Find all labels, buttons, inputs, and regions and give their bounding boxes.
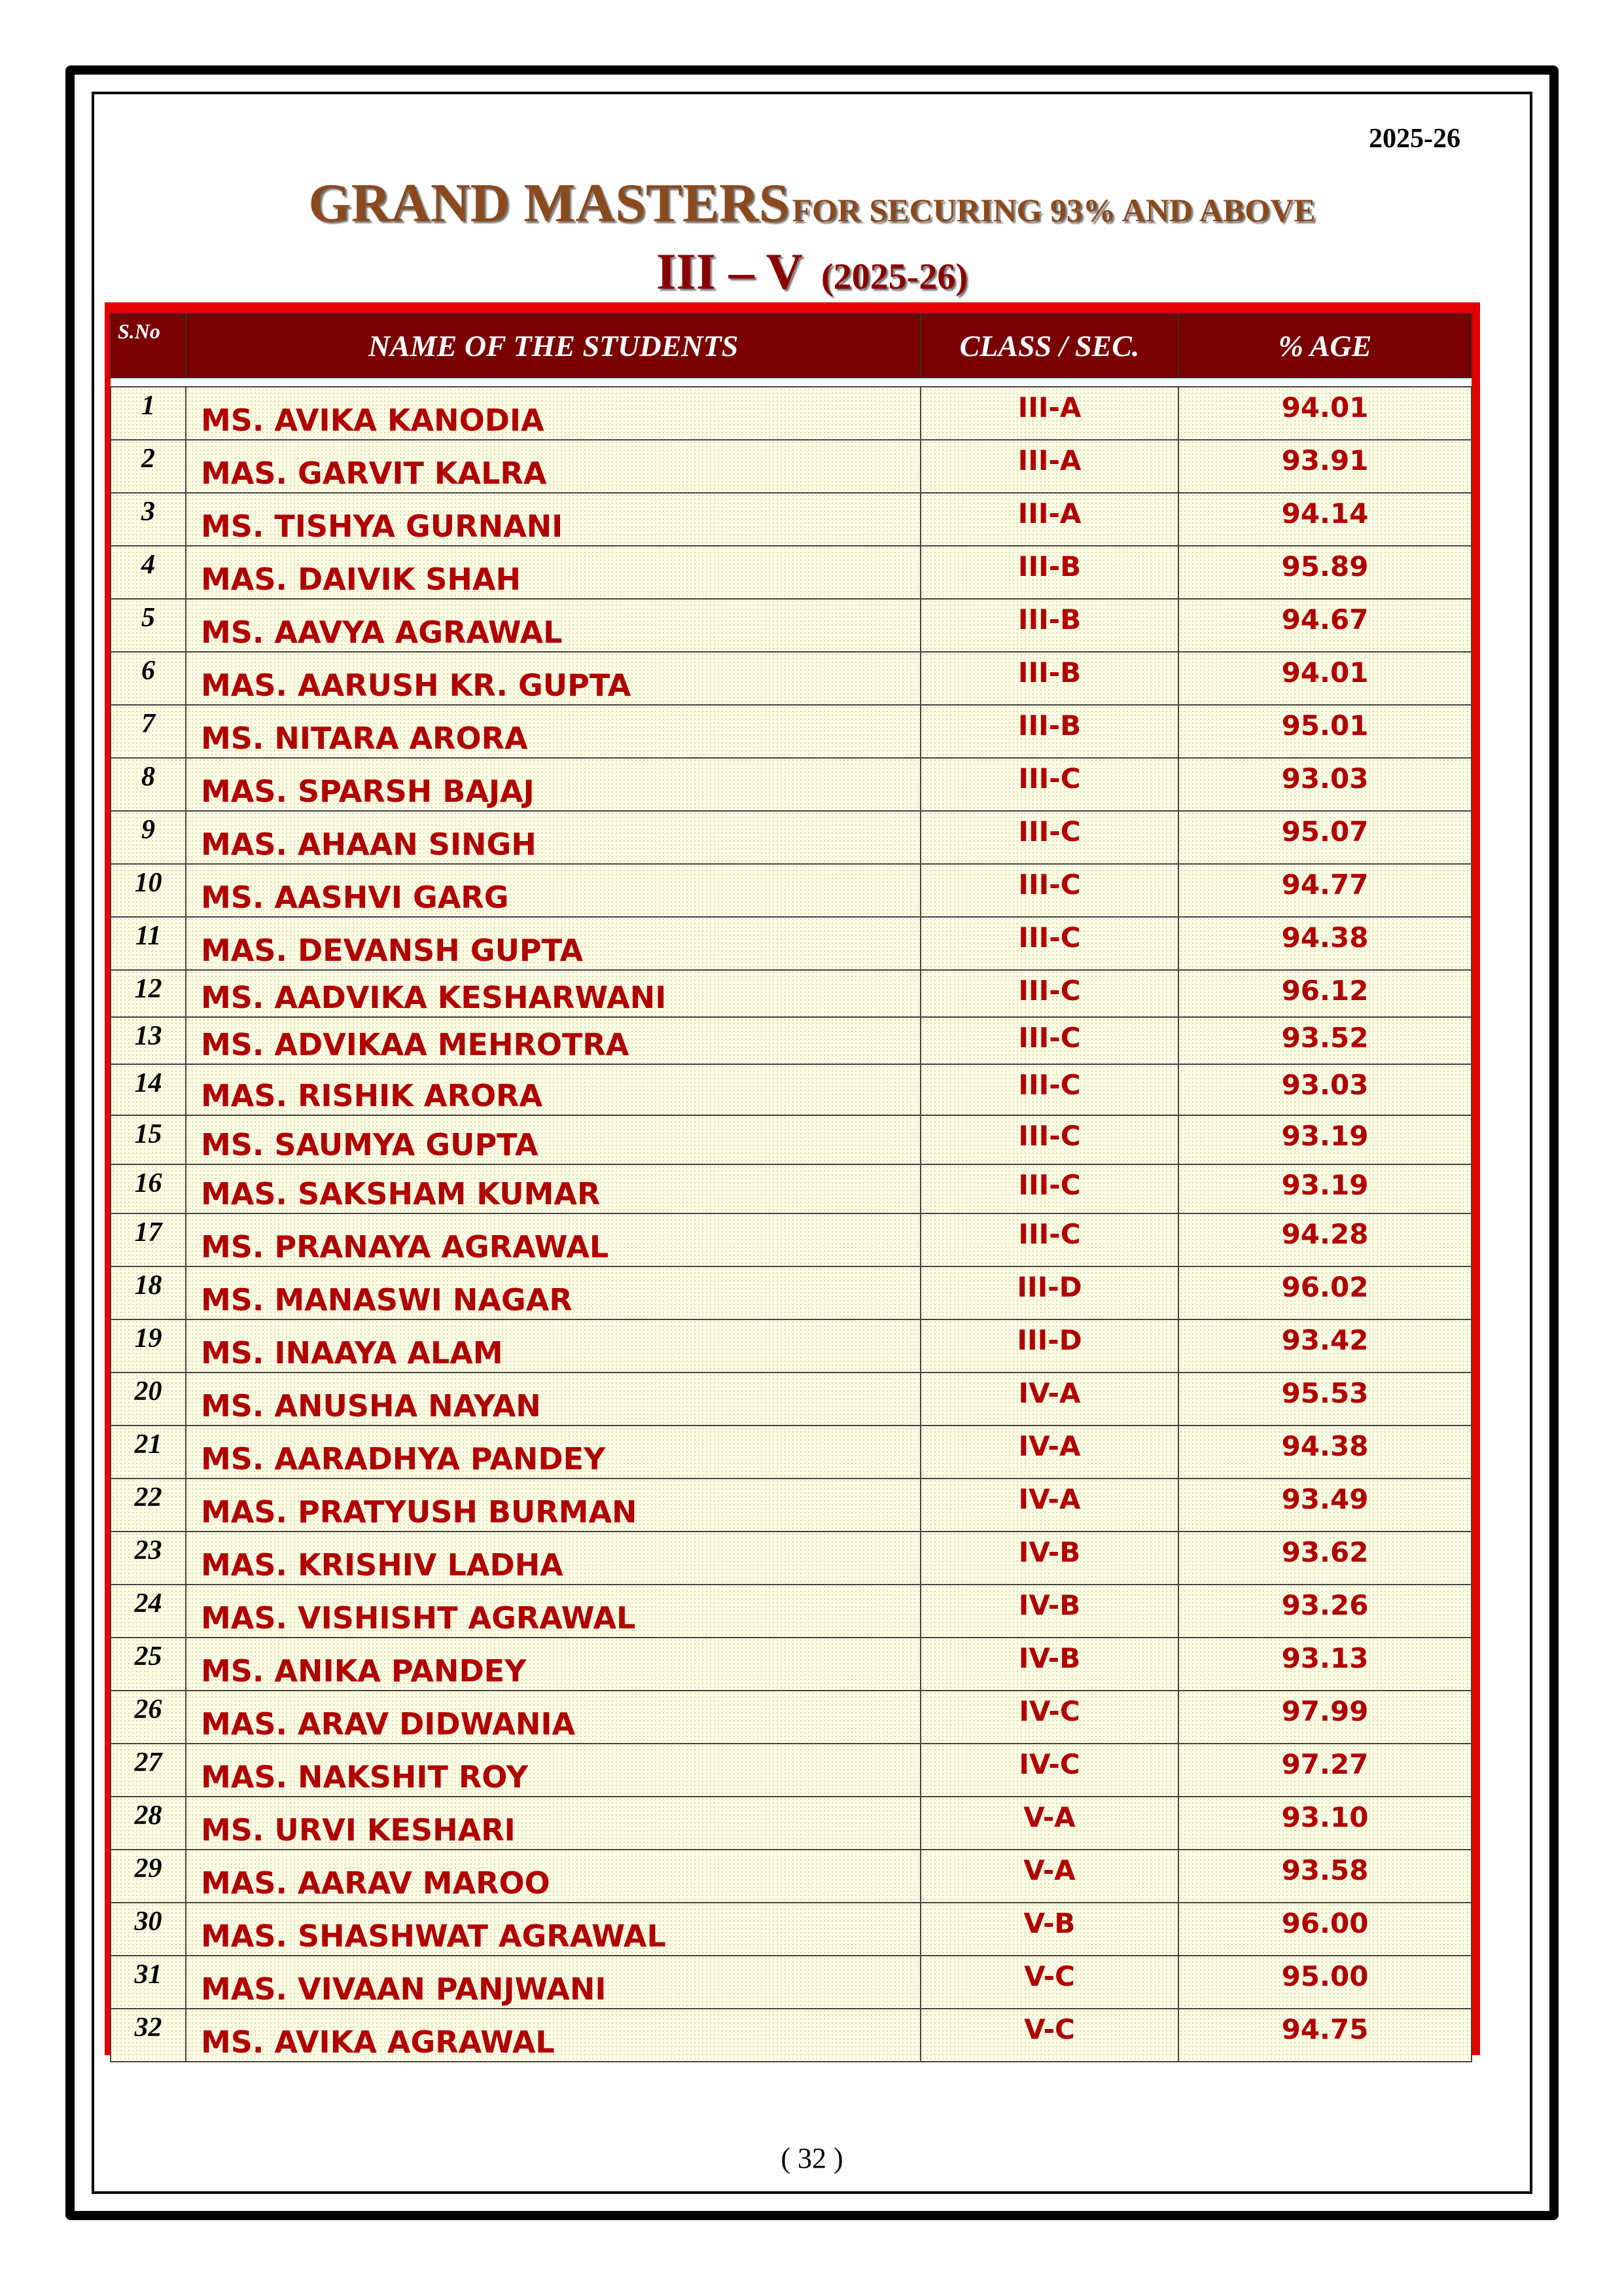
- cell-student-name: MAS. DAIVIK SHAH: [186, 546, 921, 599]
- cell-student-name: MS. AARADHYA PANDEY: [186, 1426, 921, 1479]
- cell-percentage: 93.26: [1178, 1585, 1472, 1638]
- header-name: NAME OF THE STUDENTS: [186, 314, 921, 378]
- cell-sno: 24: [111, 1585, 186, 1638]
- cell-student-name: MAS. SPARSH BAJAJ: [186, 758, 921, 811]
- cell-sno: 32: [111, 2009, 186, 2062]
- cell-class-section: V-A: [921, 1850, 1178, 1903]
- cell-student-name: MAS. AARAV MAROO: [186, 1850, 921, 1903]
- cell-class-section: III-A: [921, 440, 1178, 493]
- cell-class-section: IV-B: [921, 1532, 1178, 1585]
- cell-sno: 15: [111, 1115, 186, 1164]
- cell-percentage: 93.62: [1178, 1532, 1472, 1585]
- table-row: [111, 1213, 1472, 1266]
- cell-percentage: 93.19: [1178, 1115, 1472, 1164]
- table-row: [111, 1479, 1472, 1532]
- cell-sno: 12: [111, 970, 186, 1017]
- cell-class-section: IV-A: [921, 1372, 1178, 1426]
- cell-student-name: MS. AADVIKA KESHARWANI: [186, 970, 921, 1017]
- cell-class-section: III-A: [921, 493, 1178, 546]
- cell-sno: 8: [111, 758, 186, 811]
- cell-percentage: 95.53: [1178, 1372, 1472, 1426]
- cell-sno: 3: [111, 493, 186, 546]
- cell-student-name: MAS. SHASHWAT AGRAWAL: [186, 1903, 921, 1956]
- title-range-line: [0, 242, 1624, 301]
- cell-class-section: IV-C: [921, 1744, 1178, 1797]
- cell-student-name: MAS. KRISHIV LADHA: [186, 1532, 921, 1585]
- cell-student-name: MS. AVIKA AGRAWAL: [186, 2009, 921, 2062]
- cell-class-section: V-C: [921, 2009, 1178, 2062]
- cell-student-name: MAS. GARVIT KALRA: [186, 440, 921, 493]
- cell-sno: 1: [111, 387, 186, 440]
- cell-class-section: IV-A: [921, 1426, 1178, 1479]
- table-row: [111, 1426, 1472, 1479]
- cell-percentage: 93.13: [1178, 1638, 1472, 1691]
- cell-class-section: V-B: [921, 1903, 1178, 1956]
- cell-student-name: MAS. VIVAAN PANJWANI: [186, 1956, 921, 2009]
- cell-student-name: MS. ANIKA PANDEY: [186, 1638, 921, 1691]
- cell-sno: 17: [111, 1213, 186, 1266]
- cell-class-section: III-C: [921, 864, 1178, 917]
- cell-sno: 26: [111, 1691, 186, 1744]
- cell-class-section: IV-B: [921, 1585, 1178, 1638]
- cell-student-name: MAS. AARUSH KR. GUPTA: [186, 652, 921, 705]
- cell-percentage: 93.10: [1178, 1797, 1472, 1850]
- cell-student-name: MS. NITARA ARORA: [186, 705, 921, 758]
- cell-student-name: MS. TISHYA GURNANI: [186, 493, 921, 546]
- table-row: [111, 1017, 1472, 1064]
- cell-percentage: 94.01: [1178, 387, 1472, 440]
- table-row: [111, 440, 1472, 493]
- cell-sno: 28: [111, 1797, 186, 1850]
- cell-percentage: 93.91: [1178, 440, 1472, 493]
- students-table: [110, 313, 1472, 2062]
- cell-class-section: III-C: [921, 1115, 1178, 1164]
- page-number: ( 32 ): [781, 2142, 843, 2174]
- table-row: [111, 1638, 1472, 1691]
- cell-student-name: MAS. NAKSHIT ROY: [186, 1744, 921, 1797]
- table-row: [111, 387, 1472, 440]
- page-title: [0, 171, 1624, 235]
- cell-percentage: 93.49: [1178, 1479, 1472, 1532]
- table-row: [111, 546, 1472, 599]
- cell-student-name: MAS. RISHIK ARORA: [186, 1064, 921, 1115]
- table-row: [111, 2009, 1472, 2062]
- table-row: [111, 1319, 1472, 1372]
- cell-class-section: III-C: [921, 1213, 1178, 1266]
- header-gap: [111, 378, 1472, 387]
- cell-percentage: 97.99: [1178, 1691, 1472, 1744]
- title-subtitle: FOR SECURING 93% AND ABOVE: [792, 192, 1316, 228]
- cell-class-section: IV-A: [921, 1479, 1178, 1532]
- cell-class-section: III-C: [921, 1064, 1178, 1115]
- cell-class-section: III-D: [921, 1266, 1178, 1319]
- cell-sno: 7: [111, 705, 186, 758]
- cell-sno: 25: [111, 1638, 186, 1691]
- table-row: [111, 1744, 1472, 1797]
- cell-sno: 31: [111, 1956, 186, 2009]
- cell-class-section: III-C: [921, 758, 1178, 811]
- table-row: [111, 864, 1472, 917]
- table-row: [111, 1115, 1472, 1164]
- title-range: III – V: [656, 243, 803, 300]
- table-row: [111, 493, 1472, 546]
- cell-sno: 30: [111, 1903, 186, 1956]
- table-row: [111, 1956, 1472, 2009]
- cell-class-section: III-A: [921, 387, 1178, 440]
- table-row: [111, 970, 1472, 1017]
- cell-sno: 4: [111, 546, 186, 599]
- cell-class-section: III-C: [921, 1017, 1178, 1064]
- cell-student-name: MAS. DEVANSH GUPTA: [186, 917, 921, 970]
- cell-sno: 21: [111, 1426, 186, 1479]
- table-row: [111, 1164, 1472, 1213]
- cell-percentage: 96.12: [1178, 970, 1472, 1017]
- cell-student-name: MS. URVI KESHARI: [186, 1797, 921, 1850]
- cell-student-name: MS. AVIKA KANODIA: [186, 387, 921, 440]
- cell-sno: 10: [111, 864, 186, 917]
- table-row: [111, 599, 1472, 652]
- year-label: 2025-26: [1369, 124, 1460, 154]
- cell-percentage: 97.27: [1178, 1744, 1472, 1797]
- cell-class-section: III-C: [921, 917, 1178, 970]
- cell-student-name: MS. AASHVI GARG: [186, 864, 921, 917]
- table-header-row: [111, 314, 1472, 378]
- cell-sno: 18: [111, 1266, 186, 1319]
- cell-student-name: MS. ADVIKAA MEHROTRA: [186, 1017, 921, 1064]
- cell-class-section: IV-C: [921, 1691, 1178, 1744]
- table-row: [111, 811, 1472, 864]
- cell-class-section: III-B: [921, 705, 1178, 758]
- table-row: [111, 1691, 1472, 1744]
- cell-class-section: III-B: [921, 546, 1178, 599]
- cell-sno: 22: [111, 1479, 186, 1532]
- table-row: [111, 1532, 1472, 1585]
- cell-sno: 16: [111, 1164, 186, 1213]
- cell-class-section: III-C: [921, 811, 1178, 864]
- cell-sno: 13: [111, 1017, 186, 1064]
- cell-sno: 19: [111, 1319, 186, 1372]
- cell-sno: 20: [111, 1372, 186, 1426]
- cell-sno: 23: [111, 1532, 186, 1585]
- header-sno: S.No: [111, 314, 186, 378]
- table-row: [111, 1797, 1472, 1850]
- cell-student-name: MAS. SAKSHAM KUMAR: [186, 1164, 921, 1213]
- table-row: [111, 1064, 1472, 1115]
- cell-student-name: MS. SAUMYA GUPTA: [186, 1115, 921, 1164]
- cell-percentage: 95.00: [1178, 1956, 1472, 2009]
- cell-sno: 9: [111, 811, 186, 864]
- table-row: [111, 1903, 1472, 1956]
- cell-student-name: MAS. VISHISHT AGRAWAL: [186, 1585, 921, 1638]
- cell-sno: 11: [111, 917, 186, 970]
- cell-student-name: MAS. ARAV DIDWANIA: [186, 1691, 921, 1744]
- cell-student-name: MS. INAAYA ALAM: [186, 1319, 921, 1372]
- cell-class-section: IV-B: [921, 1638, 1178, 1691]
- cell-percentage: 93.58: [1178, 1850, 1472, 1903]
- table-row: [111, 1266, 1472, 1319]
- cell-sno: 6: [111, 652, 186, 705]
- header-class: CLASS / SEC.: [921, 314, 1178, 378]
- title-session: (2025-26): [821, 257, 968, 297]
- cell-student-name: MAS. AHAAN SINGH: [186, 811, 921, 864]
- cell-class-section: V-A: [921, 1797, 1178, 1850]
- cell-percentage: 94.38: [1178, 1426, 1472, 1479]
- table-body: [111, 387, 1472, 2062]
- cell-sno: 29: [111, 1850, 186, 1903]
- cell-percentage: 93.42: [1178, 1319, 1472, 1372]
- table-row: [111, 705, 1472, 758]
- cell-percentage: 94.77: [1178, 864, 1472, 917]
- cell-class-section: III-D: [921, 1319, 1178, 1372]
- table-row: [111, 758, 1472, 811]
- cell-percentage: 96.00: [1178, 1903, 1472, 1956]
- cell-percentage: 93.52: [1178, 1017, 1472, 1064]
- cell-sno: 27: [111, 1744, 186, 1797]
- cell-student-name: MS. AAVYA AGRAWAL: [186, 599, 921, 652]
- cell-sno: 5: [111, 599, 186, 652]
- cell-class-section: V-C: [921, 1956, 1178, 2009]
- cell-percentage: 94.01: [1178, 652, 1472, 705]
- cell-sno: 2: [111, 440, 186, 493]
- cell-class-section: III-C: [921, 970, 1178, 1017]
- table-row: [111, 1372, 1472, 1426]
- cell-student-name: MS. PRANAYA AGRAWAL: [186, 1213, 921, 1266]
- table-row: [111, 1585, 1472, 1638]
- cell-student-name: MS. ANUSHA NAYAN: [186, 1372, 921, 1426]
- cell-sno: 14: [111, 1064, 186, 1115]
- cell-class-section: III-B: [921, 599, 1178, 652]
- cell-percentage: 94.14: [1178, 493, 1472, 546]
- table-row: [111, 1850, 1472, 1903]
- cell-student-name: MS. MANASWI NAGAR: [186, 1266, 921, 1319]
- cell-percentage: 95.89: [1178, 546, 1472, 599]
- table-row: [111, 917, 1472, 970]
- cell-percentage: 95.01: [1178, 705, 1472, 758]
- header-percentage: % AGE: [1178, 314, 1472, 378]
- cell-percentage: 94.28: [1178, 1213, 1472, 1266]
- cell-percentage: 94.75: [1178, 2009, 1472, 2062]
- cell-percentage: 93.03: [1178, 1064, 1472, 1115]
- cell-percentage: 93.19: [1178, 1164, 1472, 1213]
- cell-percentage: 96.02: [1178, 1266, 1472, 1319]
- cell-percentage: 94.67: [1178, 599, 1472, 652]
- cell-class-section: III-B: [921, 652, 1178, 705]
- cell-class-section: III-C: [921, 1164, 1178, 1213]
- title-main: GRAND MASTERS: [308, 173, 790, 234]
- cell-student-name: MAS. PRATYUSH BURMAN: [186, 1479, 921, 1532]
- cell-percentage: 93.03: [1178, 758, 1472, 811]
- cell-percentage: 94.38: [1178, 917, 1472, 970]
- cell-percentage: 95.07: [1178, 811, 1472, 864]
- table-row: [111, 652, 1472, 705]
